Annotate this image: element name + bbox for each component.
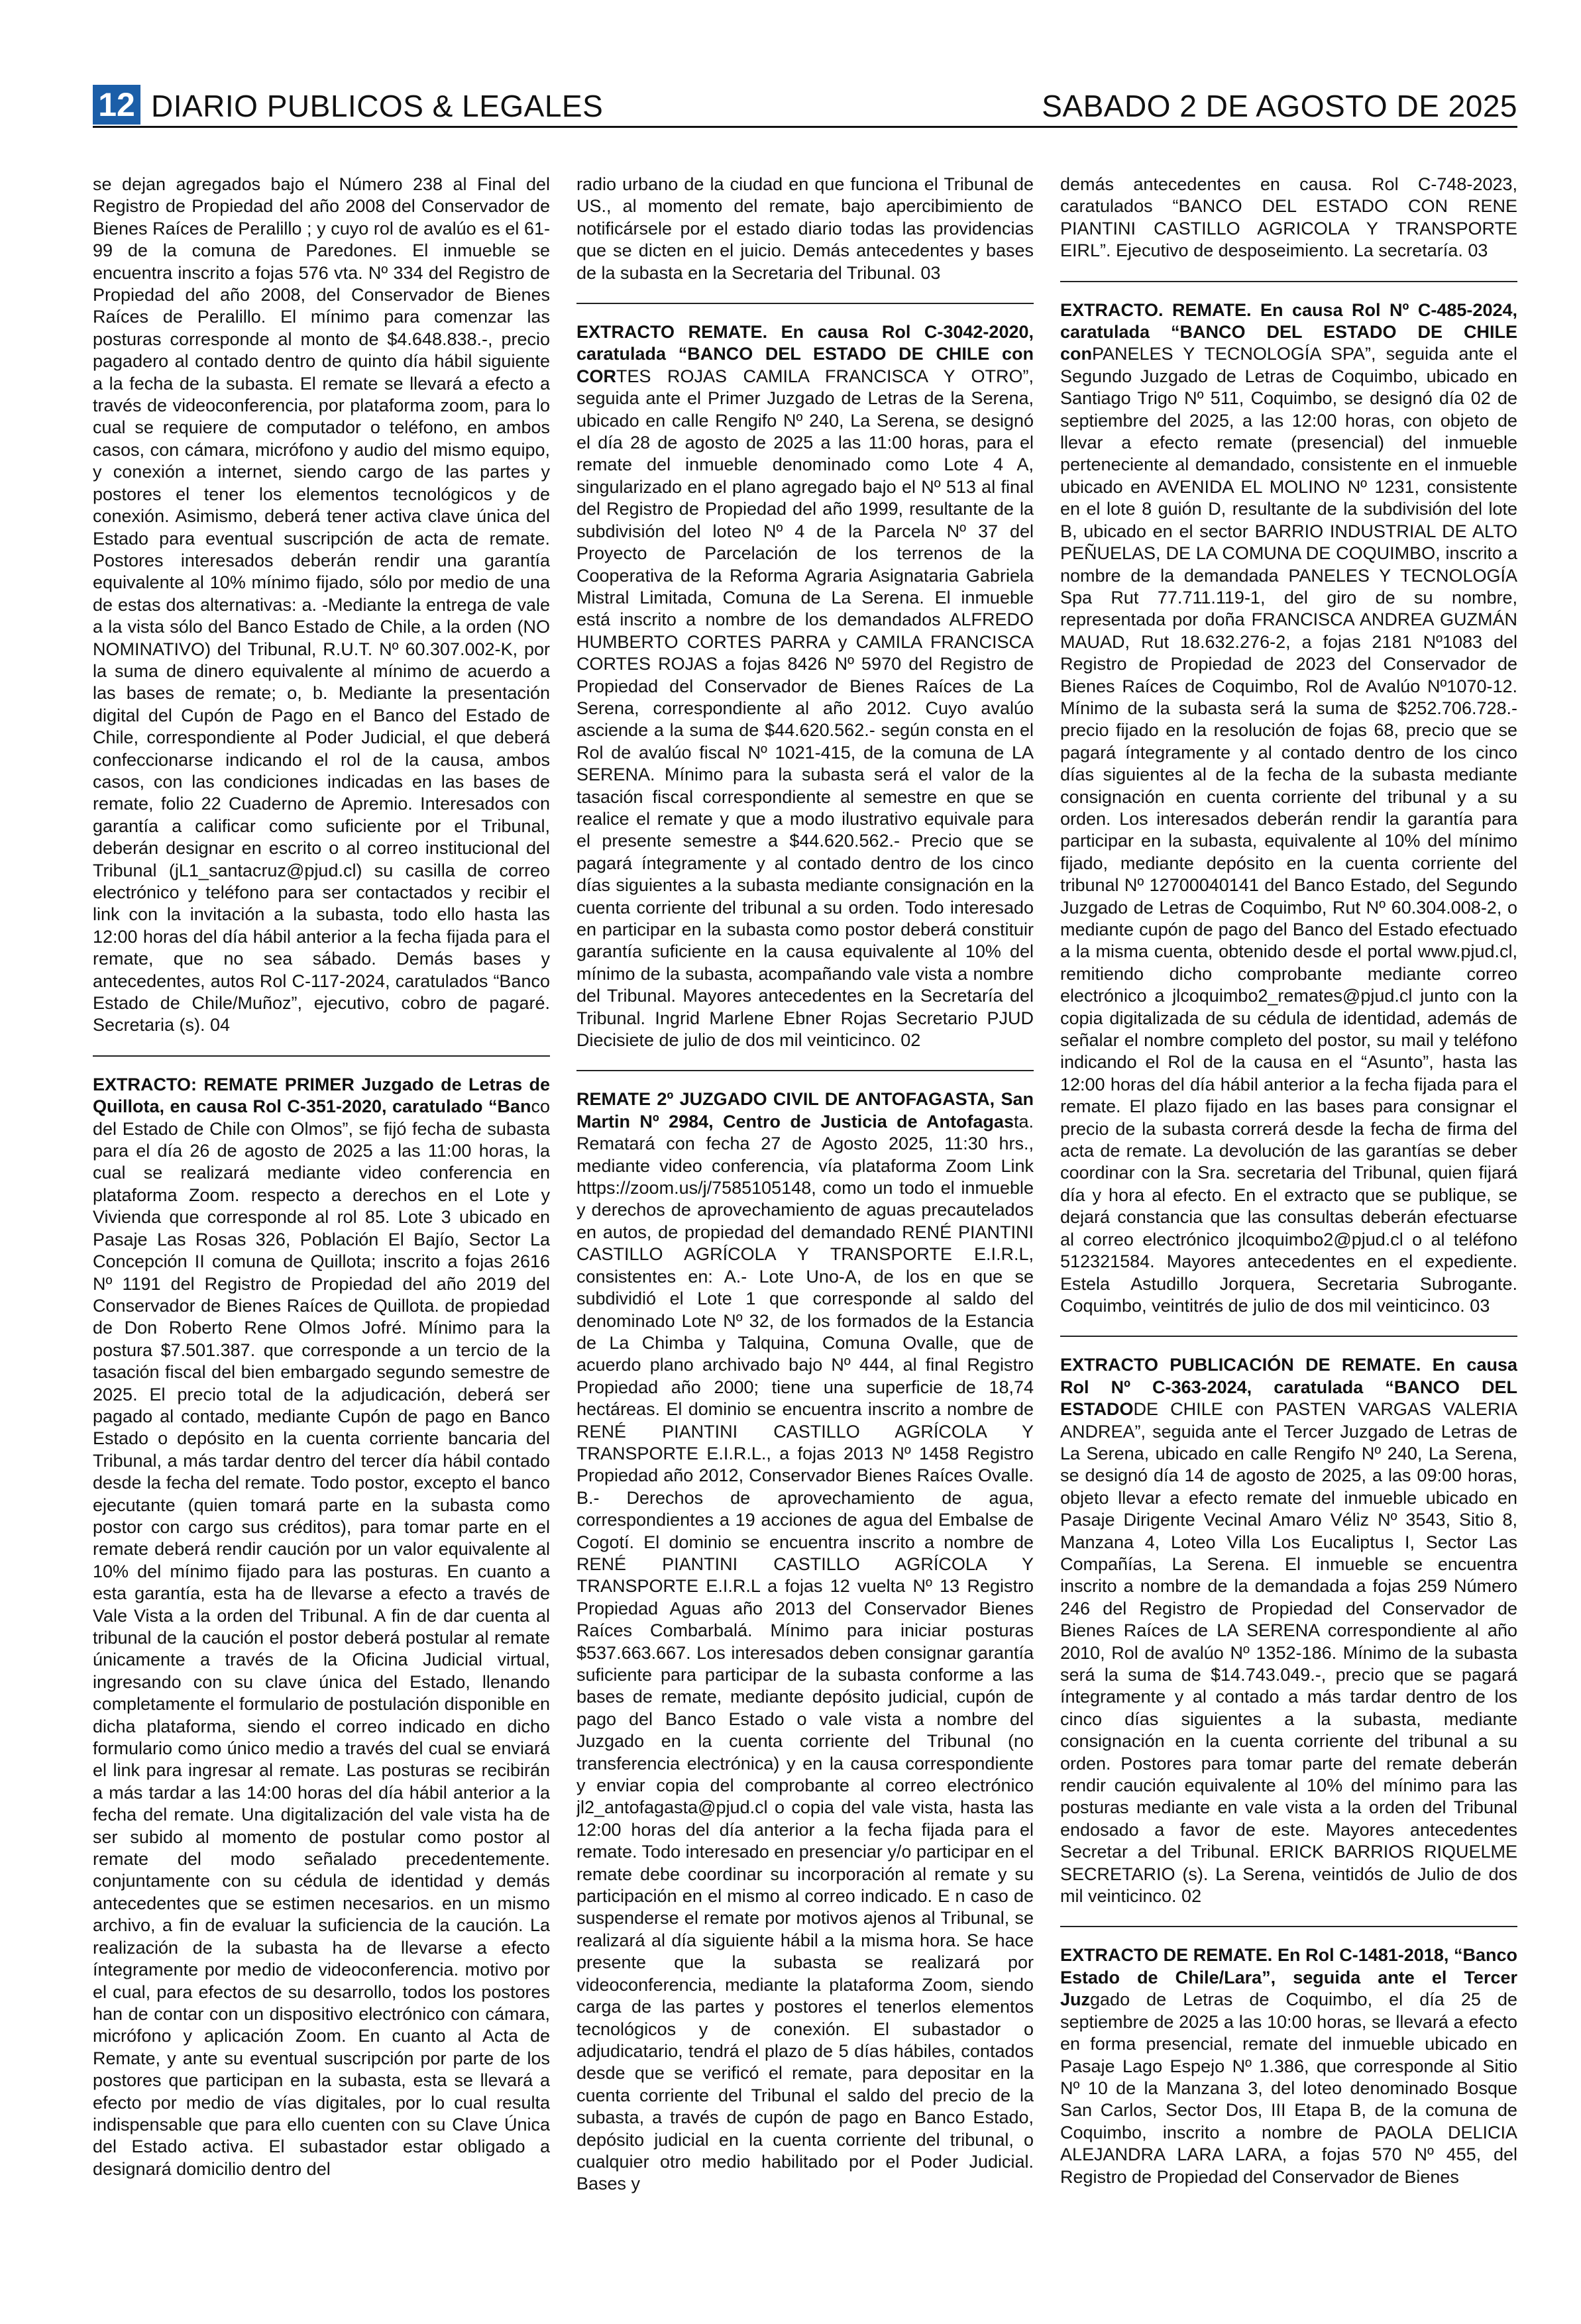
notice-divider [576,1070,1034,1071]
notice-body: gado de Letras de Coquimbo, el día 25 de septiembre de 2025 a las 10:00 horas, se llevará a efecto en forma presencial, remate del inmueble ubicado en Pasaje Lago Espejo Nº 1.386, que corresponde al Sitio Nº 10 de la Manzana 3, del loteo denominado Bosque San Carlos, Sector Dos, III Etapa B, de la comuna de Coquimbo, inscrito a nombre de PAOLA DELICIA ALEJANDRA LARA LARA, a fojas 570 Nº 455, del Registro de Propiedad del Conservador de Bienes [1060,1989,1517,2187]
notice-title: EXTRACTO REMATE. En causa Rol C-3042-2020, caratulada “BANCO DEL ESTADO DE CHILE con COR [576,322,1034,386]
notice-antofagasta-piantini [576,1088,1034,2195]
notice-title: EXTRACTO. REMATE. En causa Rol Nº C-485-2024, caratulada “BANCO DEL ESTADO DE CHILE con [1060,299,1517,364]
notice-body: DE CHILE con PASTEN VARGAS VALERIA ANDREA”, seguida ante el Tercer Juzgado de Letras de La Serena, ubicado en calle Rengifo Nº 240, La Serena, se designó día 14 de agosto de 2025, a las 09:00 horas, objeto llevar a efecto remate del inmueble ubicado en Pasaje Dirigente Vecinal Amaro Véliz Nº 3543, Sitio 8, Manzana 4, Loteo Villa Los Eucaliptus I, Sector Las Compañías, La Serena. El inmueble se encuentra inscrito a nombre de la demandada a fojas 259 Número 246 del Registro de Propiedad del Conservador de Bienes Raíces de LA SERENA correspondiente al año 2010, Rol de avalúo Nº 1352-186. Mínimo de la subasta será la suma de $14.743.049.-, precio que se pagará íntegramente y al contado a más tardar dentro de los cinco días siguientes a la subasta, mediante consignación en la cuenta corriente del tribunal a su orden. Postores para tomar parte del remate deberán rendir caución equivalente al 10% del mínimo para las posturas mediante en vale vista a la orden del Tribunal endosado a favor de este. Mayores antecedentes Secretar a del Tribunal. ERICK BARRIOS RIQUELME SECRETARIO (s). La Serena, veintidós de Julio de dos mil veinticinco. 02 [1060,1399,1517,1907]
column-1 [93,174,550,2287]
notice-la-serena-pasten [1060,1354,1517,1907]
notice-body: radio urbano de la ciudad en que funciona el Tribunal de US., al momento del remate, bajo apercibimiento de notificársele por el estado diario todas las providencias que se dicten en el juicio. Demás antecedentes y bases de la subasta en la Secretaria del Tribunal. 03 [576,174,1034,283]
notice-title: EXTRACTO: REMATE PRIMER Juzgado de Letras de Quillota, en causa Rol C-351-2020, caratulado “Ban [93,1074,550,1117]
notice-divider [576,303,1034,304]
notice-continued [93,174,550,1037]
notice-body: TES ROJAS CAMILA FRANCISCA Y OTRO”, seguida ante el Primer Juzgado de Letras de la Serena, ubicado en calle Rengifo Nº 240, La Serena, se designó el día 28 de agosto de 2025 a las 11:00 horas, para el remate del inmueble denominado como Lote 4 A, singularizado en el plano agregado bajo el Nº 513 al final del Registro de Propiedad del año 1999, resultante de la subdivisión del loteo Nº 4 de la Parcela Nº 37 del Proyecto de Parcelación de los terrenos de la Cooperativa de la Reforma Agraria Asignataria Gabriela Mistral Limitada, Comuna de La Serena. El inmueble está inscrito a nombre de los demandados ALFREDO HUMBERTO CORTES PARRA y CAMILA FRANCISCA CORTES ROJAS a fojas 8426 Nº 5970 del Registro de Propiedad del Conservador de Bienes Raíces de La Serena, correspondiente al año 2012. Cuyo avalúo asciende a la suma de $44.620.562.- según consta en el Rol de avalúo fiscal Nº 1021-415, de la comuna de LA SERENA. Mínimo para la subasta será el valor de la tasación fiscal correspondiente al semestre en que se realice el remate y que a modo ilustrativo equivale para el presente semestre a $44.620.562.- Precio que se pagará íntegramente y al contado dentro de los cinco días siguientes a la subasta mediante consignación en la cuenta corriente del tribunal a su orden. Todo interesado en participar en la subasta como postor deberá constituir garantía suficiente en la causa equivalente al 10% del mínimo de la subasta, acompañando vale vista a nombre del Tribunal. Mayores antecedentes en la Secretaría del Tribunal. Ingrid Marlene Ebner Rojas Secretario PJUD Diecisiete de julio de dos mil veinticinco. 02 [576,366,1034,1051]
notice-coquimbo-paneles [1060,299,1517,1318]
notice-divider [93,1055,550,1057]
masthead [93,85,1517,128]
notice-continued [1060,174,1517,262]
notice-quillota-olmos [93,1074,550,2180]
notice-body: co del Estado de Chile con Olmos”, se fijó fecha de subasta para el día 26 de agosto de 2025 a las 11:00 horas, la cual se realizará mediante video conferencia en plataforma Zoom. respecto a derechos en el Lote y Vivienda que corresponde al rol 85. Lote 3 ubicado en Pasaje Las Rosas 326, Población El Bajío, Sector La Concepción II comuna de Quillota; inscrito a fojas 2616 Nº 1191 del Registro de Propiedad del año 2019 del Conservador de Bienes Raíces de Quillota. de propiedad de Don Roberto Rene Olmos Jofré. Mínimo para la postura $7.501.387. que corresponde a un tercio de la tasación fiscal del bien embargado segundo semestre de 2025. El precio total de la adjudicación, deberá ser pagado al contado, mediante Cupón de pago en Banco Estado o depósito en la cuenta corriente bancaria del Tribunal, a más tardar dentro del tercer día hábil contado desde la fecha del remate. Todo postor, excepto el banco ejecutante (quien tomará parte en la subasta como postor con cargo sus créditos), para tomar parte en el remate deberá rendir caución por un valor equivalente al 10% del mínimo fijado para las posturas. En cuanto a esta garantía, esta ha de llevarse a efecto a través de Vale Vista a la orden del Tribunal. A fin de dar cuenta al tribunal de la caución el postor deberá postular al remate únicamente a través de la Oficina Judicial virtual, ingresando con su clave única del Estado, llenando completamente el formulario de postulación disponible en dicha plataforma, siendo el correo indicado en dicho formulario como único medio a través del cual se enviará el link para ingresar al remate. Las posturas se recibirán a más tardar a las 14:00 horas del día hábil anterior a la fecha del remate. Una digitalización del vale vista ha de ser subido al momento de postular como postor al remate del modo señalado precedentemente. conjuntamente con su cédula de identidad y demás antecedentes que se estimen necesarios. en un mismo archivo, a fin de evaluar la suficiencia de la caución. La realización de la subasta ha de llevarse a efecto íntegramente por medio de videoconferencia. motivo por el cual, para efectos de su desarrollo, todos los postores han de contar con un dispositivo electrónico con cámara, micrófono y aplicación Zoom. En cuanto al Acta de Remate, y ante su eventual suscripción por parte de los postores que participan en la subasta, esta se llevará a efecto por medio de vías digitales, por lo cual resulta indispensable que para ello cuenten con su Clave Única del Estado activa. El subastador estar obligado a designará domicilio dentro del [93,1096,550,2179]
notice-coquimbo-lara [1060,1944,1517,2188]
publication-date: SABADO 2 DE AGOSTO DE 2025 [1042,89,1517,123]
notice-body: se dejan agregados bajo el Número 238 al Final del Registro de Propiedad del año 2008 del Conservador de Bienes Raíces de Peralillo ; y cuyo rol de avalúo es el 61-99 de la comuna de Paredones. El inmueble se encuentra inscrito a fojas 576 vta. Nº 334 del Registro de Propiedad del año 2008, del Conservador de Bienes Raíces de Peralillo. El mínimo para comenzar las posturas corresponde al monto de $4.648.838.-, precio pagadero al contado dentro de quinto día hábil siguiente a la fecha de la subasta. El remate se llevará a efecto a través de videoconferencia, por plataforma zoom, para lo cual se requiere de computador o teléfono, en ambos casos, con cámara, micrófono y audio del mismo equipo, y conexión a internet, siendo cargo de las partes y postores el tener los elementos tecnológicos y de conexión. Asimismo, deberá tener activa clave única del Estado para eventual suscripción de acta de remate. Postores interesados deberán rendir una garantía equivalente al 10% mínimo fijado, sólo por medio de una de estas dos alternativas: a. -Mediante la entrega de vale a la vista sólo del Banco Estado de Chile, a la orden (NO NOMINATIVO) del Tribunal, R.U.T. Nº 60.307.002-K, por la suma de dinero equivalente al mínimo de acuerdo a las bases de remate; o, b. Mediante la presentación digital del Cupón de Pago en el Banco del Estado de Chile, correspondiente al Poder Judicial, el que deberá confeccionarse indicando el rol de la causa, ambos casos, con las condiciones indicadas en las bases de remate, folio 22 Cuaderno de Apremio. Interesados con garantía a calificar como suficiente por el Tribunal, deberán designar en escrito o al correo institucional del Tribunal (jL1_santacruz@pjud.cl) su casilla de correo electrónico y teléfono para ser contactados y recibir el link con la invitación a la subasta, todo ello hasta las 12:00 horas del día hábil anterior a la fecha fijada para el remate, que no sea sábado. Demás bases y antecedentes, autos Rol C-117-2024, caratulados “Banco Estado de Chile/Muñoz”, ejecutivo, cobro de pagaré. Secretaria (s). 04 [93,174,550,1035]
publication-name: DIARIO PUBLICOS & LEGALES [151,89,604,123]
column-3 [1060,174,1517,2287]
notice-title: EXTRACTO PUBLICACIÓN DE REMATE. En causa Rol Nº C-363-2024, caratulada “BANCO DEL ESTADO [1060,1355,1517,1420]
notice-divider [1060,281,1517,282]
page-number: 12 [93,85,140,125]
notice-continued [576,174,1034,284]
notice-title: REMATE 2º JUZGADO CIVIL DE ANTOFAGASTA, San Martin Nº 2984, Centro de Justicia de Antofagas [576,1089,1034,1132]
notice-body: demás antecedentes en causa. Rol C-748-2023, caratulados “BANCO DEL ESTADO CON RENE PIANTINI CASTILLO AGRICOLA Y TRANSPORTE EIRL”. Ejecutivo de desposeimiento. La secretaría. 03 [1060,174,1517,261]
notice-body: ta. Rematará con fecha 27 de Agosto 2025, 11:30 hrs., mediante video conferencia, vía plataforma Zoom Link https://zoom.us/j/7585105148, como un todo el inmueble y derechos de aprovechamiento de aguas precautelados en autos, de propiedad del demandado RENÉ PIANTINI CASTILLO AGRÍCOLA Y TRANSPORTE E.I.R.L, consistentes en: A.- Lote Uno-A, de los en que se subdividió el Lote 1 que corresponde al saldo del denominado Lote Nº 32, de los formados de la Estancia de La Chimba y Talquina, Comuna Ovalle, que de acuerdo plano archivado bajo Nº 444, al final Registro Propiedad año 2000; tiene una superficie de 18,74 hectáreas. El dominio se encuentra inscrito a nombre de RENÉ PIANTINI CASTILLO AGRÍCOLA Y TRANSPORTE E.I.R.L., a fojas 2013 Nº 1458 Registro Propiedad año 2012, Conservador Bienes Raíces Ovalle. B.- Derechos de aprovechamiento de agua, correspondientes a 19 acciones de agua del Embalse de Cogotí. El dominio se encuentra inscrito a nombre de RENÉ PIANTINI CASTILLO AGRÍCOLA Y TRANSPORTE E.I.R.L a fojas 12 vuelta Nº 13 Registro Propiedad Aguas año 2013 del Conservador Bienes Raíces Combarbalá. Mínimo para iniciar posturas $537.663.667. Los interesados deben consignar garantía suficiente para participar de la subasta conforme a las bases de remate, mediante depósito judicial, cupón de pago del Banco Estado o vale vista a nombre del Juzgado en la cuenta corriente del Tribunal (no transferencia electrónica) y en la causa correspondiente y enviar copia del comprobante al correo electrónico jl2_antofagasta@pjud.cl o copia del vale vista, hasta las 12:00 horas del día anterior a la fecha fijada para el remate. Todo interesado en presenciar y/o participar en el remate debe coordinar su incorporación al remate y su participación en el mismo al correo indicado. E n caso de suspenderse el remate por motivos ajenos al Tribunal, se realizará al día siguiente hábil a la misma hora. Se hace presente que la subasta se realizará por videoconferencia, mediante la plataforma Zoom, siendo carga de las partes y postores el tenerlos elementos tecnológicos y de conexión. El subastador o adjudicatario, tendrá el plazo de 5 días hábiles, contados desde que se verificó el remate, para depositar en la cuenta corriente del Tribunal el saldo del precio de la subasta, a través de cupón de pago en Banco Estado, depósito judicial en la cuenta corriente del tribunal, o cualquier otro medio habilitado por el Poder Judicial. Bases y [576,1111,1034,2194]
notice-divider [1060,1336,1517,1337]
column-2 [576,174,1034,2287]
notice-body: PANELES Y TECNOLOGÍA SPA”, seguida ante el Segundo Juzgado de Letras de Coquimbo, ubicado en Santiago Trigo Nº 511, Coquimbo, se designó día 02 de septiembre del 2025, a las 12:00 horas, con objeto de llevar a efecto remate (presencial) del inmueble perteneciente al demandado, consistente en el inmueble ubicado en AVENIDA EL MOLINO Nº 1231, consistente en el lote 8 guión D, resultante de la subdivisión del lote B, ubicado en el sector BARRIO INDUSTRIAL DE ALTO PEÑUELAS, DE LA COMUNA DE COQUIMBO, inscrito a nombre de la demandada PANELES Y TECNOLOGÍA Spa Rut 77.711.119-1, del giro de su nombre, representada por doña FRANCISCA ANDREA GUZMÁN MAUAD, Rut 18.632.276-2, a fojas 2181 Nº1083 del Registro de Propiedad de 2023 del Conservador de Bienes Raíces de Coquimbo, Rol de Avalúo Nº1070-12. Mínimo de la subasta será la suma de $252.706.728.- precio fijado en la resolución de fojas 68, precio que se pagará íntegramente y al contado dentro de los cinco días siguientes al de la fecha de la subasta mediante consignación en cuenta corriente del tribunal y a su orden. Los interesados deberán rendir la garantía para participar en la subasta, equivalente al 10% del mínimo fijado, mediante depósito en la cuenta corriente del tribunal Nº 12700040141 del Banco Estado, del Segundo Juzgado de Letras de Coquimbo, Rut Nº 60.304.008-2, o mediante cupón de pago del Banco del Estado efectuado a la misma cuenta, obtenido desde el portal www.pjud.cl, remitiendo dicho comprobante mediante correo electrónico a jlcoquimbo2_remates@pjud.cl junto con la copia digitalizada de su cédula de identidad, además de señalar el nombre completo del postor, su mail y teléfono indicando el Rol de la causa en el “Asunto”, hasta las 12:00 horas del día hábil anterior a la fecha fijada para el remate. El plazo fijado en las bases para consignar el precio de la subasta correrá desde la fecha de firma del acta de remate. La devolución de las garantías se deber coordinar con la Sra. secretaria del Tribunal, quien fijará día y hora al efecto. En el extracto que se publique, se dejará constancia que las consultas deberán efectuarse al correo electrónico jlcoquimbo2@pjud.cl o al teléfono 512321584. Mayores antecedentes en el expediente. Estela Astudillo Jorquera, Secretaria Subrogante. Coquimbo, veintitrés de julio de dos mil veinticinco. 03 [1060,344,1517,1316]
notice-title: EXTRACTO DE REMATE. En Rol C-1481-2018, “Banco Estado de Chile/Lara”, seguida ante el Tercer Juz [1060,1945,1517,2010]
notice-la-serena-cortes [576,321,1034,1051]
notice-divider [1060,1926,1517,1927]
